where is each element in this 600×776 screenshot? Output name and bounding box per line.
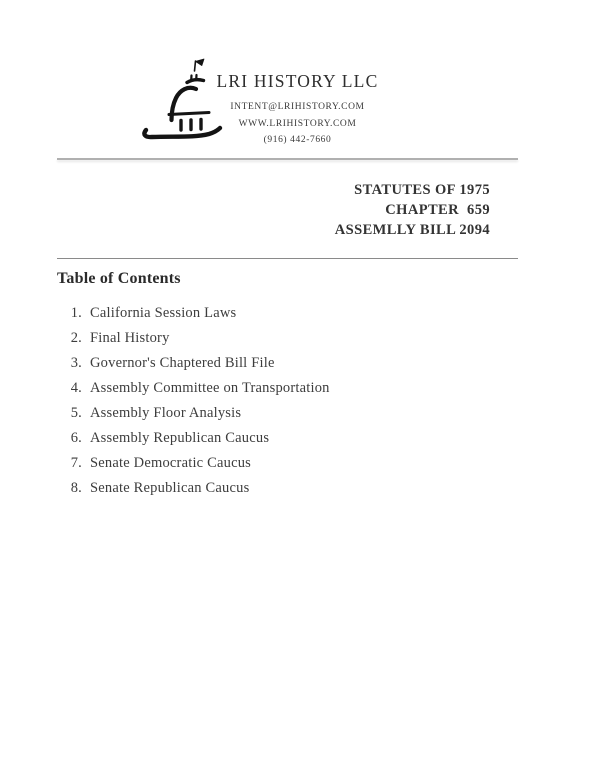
toc-title: Table of Contents	[57, 270, 181, 287]
toc-item-number: 6.	[70, 430, 82, 446]
divider-top	[57, 158, 518, 160]
toc-item-label: Final History	[90, 330, 170, 346]
letterhead	[180, 71, 415, 149]
toc-item	[57, 430, 330, 447]
toc-item-label: Governor's Chaptered Bill File	[90, 355, 275, 371]
assembly-bill-line: ASSEMLLY BILL 2094	[334, 222, 490, 238]
toc-item-number: 2.	[70, 330, 82, 346]
toc-item	[57, 305, 330, 322]
toc-list	[57, 305, 330, 505]
chapter-line: CHAPTER 659	[385, 202, 490, 218]
company-email: INTENT@LRIHISTORY.COM	[230, 102, 365, 112]
toc-item-number: 7.	[70, 455, 82, 471]
toc-item	[57, 380, 330, 397]
toc-item	[57, 480, 330, 497]
toc-item-number: 5.	[70, 405, 82, 421]
bill-reference-block	[335, 180, 490, 240]
toc-item-label: Assembly Floor Analysis	[90, 405, 242, 421]
company-name: LRI HISTORY LLC	[216, 71, 379, 91]
toc-item-number: 8.	[70, 480, 82, 496]
company-phone: (916) 442-7660	[263, 135, 332, 145]
toc-item	[57, 405, 330, 422]
toc-item	[57, 355, 330, 372]
toc-item-label: Senate Republican Caucus	[90, 480, 250, 496]
toc-item-number: 4.	[70, 380, 82, 396]
toc-item	[57, 455, 330, 472]
toc-item-label: Assembly Committee on Transportation	[90, 380, 330, 396]
company-website: WWW.LRIHISTORY.COM	[238, 118, 357, 129]
toc-item-number: 3.	[70, 355, 82, 371]
statutes-line: STATUTES OF 1975	[354, 182, 490, 198]
toc-item-label: California Session Laws	[90, 305, 237, 321]
divider-bottom	[57, 258, 518, 259]
toc-item	[57, 330, 330, 347]
toc-item-number: 1.	[70, 305, 82, 321]
toc-item-label: Senate Democratic Caucus	[90, 455, 252, 471]
toc-item-label: Assembly Republican Caucus	[90, 430, 270, 446]
